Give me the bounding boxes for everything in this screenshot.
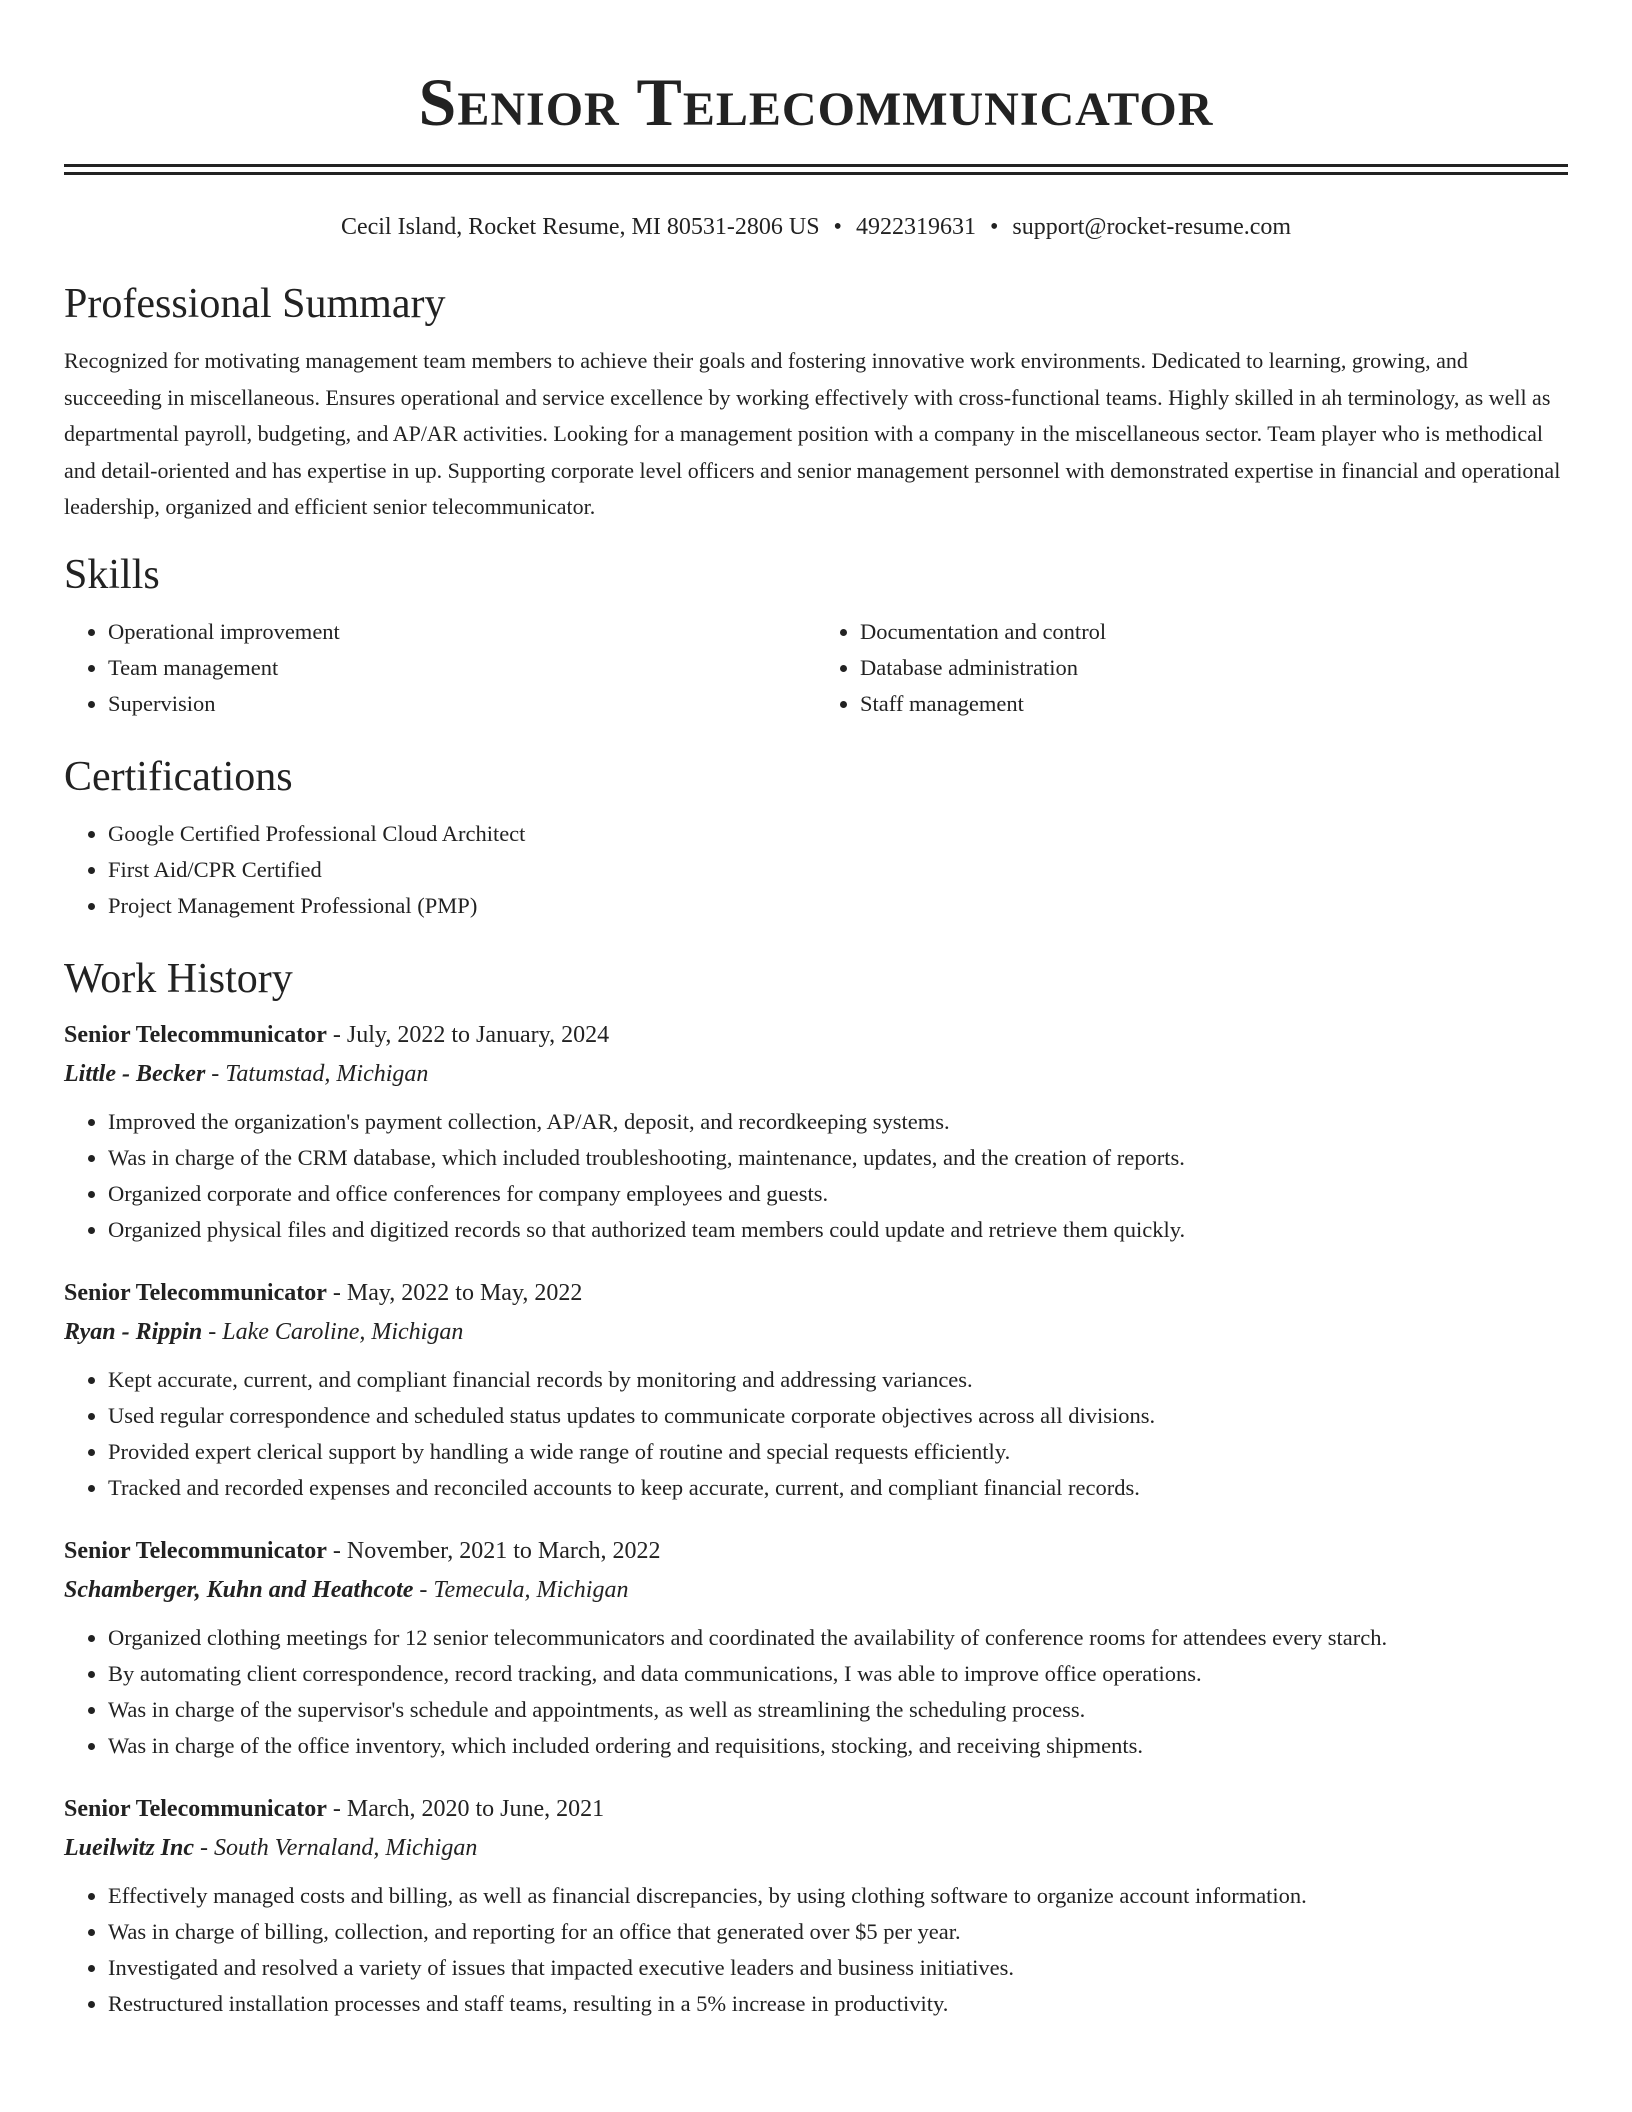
job-company-line	[64, 1312, 1568, 1352]
job-bullet: • Was in charge of the supervisor's schedule and appointments, as well as streamlining the scheduling process.	[108, 1692, 1568, 1728]
job-title-line	[64, 1790, 1568, 1828]
certification-item: • Project Management Professional (PMP)	[108, 888, 1568, 924]
job-bullet: • Effectively managed costs and billing, as well as financial discrepancies, by using clothing software to organize account information.	[108, 1878, 1568, 1914]
job-company: Lueilwitz Inc	[64, 1834, 195, 1861]
job-title: Senior Telecommunicator	[64, 1279, 327, 1306]
summary-heading: Professional Summary	[64, 281, 446, 327]
job-dates: - November, 2021 to March, 2022	[326, 1537, 661, 1564]
job-bullet: • Organized corporate and office conferences for company employees and guests.	[108, 1176, 1568, 1212]
job-title: Senior Telecommunicator	[64, 1537, 327, 1564]
job-bullet: • Provided expert clerical support by handling a wide range of routine and special requests efficiently.	[108, 1434, 1568, 1470]
certifications-list	[64, 816, 1568, 924]
contact-separator: •	[989, 214, 999, 240]
contact-separator: •	[833, 214, 842, 240]
job-entry	[64, 1790, 1568, 2022]
job-bullet: • Was in charge of billing, collection, and reporting for an office that generated over $5 per year.	[108, 1914, 1568, 1950]
job-bullet: • Tracked and recorded expenses and reconciled accounts to keep accurate, current, and compliant financial records.	[108, 1470, 1568, 1506]
resume-title: Senior Telecommunicator	[418, 64, 1214, 140]
job-bullets	[64, 1362, 1568, 1506]
job-entry	[64, 1274, 1568, 1506]
job-bullet: • Used regular correspondence and scheduled status updates to communicate corporate objectives across all divisions.	[108, 1398, 1568, 1434]
job-dates: - July, 2022 to January, 2024	[326, 1021, 610, 1048]
job-bullet: • Improved the organization's payment collection, AP/AR, deposit, and recordkeeping systems.	[108, 1104, 1568, 1140]
job-title: Senior Telecommunicator	[64, 1021, 327, 1048]
job-entry	[64, 1532, 1568, 1764]
job-bullets	[64, 1878, 1568, 2022]
skill-item: • Operational improvement	[108, 614, 816, 650]
job-dates: - May, 2022 to May, 2022	[326, 1279, 583, 1306]
job-bullet: • Restructured installation processes and staff teams, resulting in a 5% increase in productivity.	[108, 1986, 1568, 2022]
skills-heading: Skills	[64, 551, 160, 598]
job-dates: - March, 2020 to June, 2021	[326, 1795, 605, 1822]
certification-item: • Google Certified Professional Cloud Architect	[108, 816, 1568, 852]
contact-email[interactable]: support@rocket-resume.com	[1012, 214, 1292, 240]
skill-item: • Supervision	[108, 686, 816, 722]
title-double-rule	[64, 164, 1568, 175]
skills-list	[64, 614, 1568, 722]
job-location: - Tatumstad, Michigan	[205, 1060, 429, 1087]
job-bullet: • Was in charge of the office inventory, which included ordering and requisitions, stocking, and receiving shipments.	[108, 1728, 1568, 1764]
job-company: Schamberger, Kuhn and Heathcote	[64, 1576, 414, 1603]
job-company: Little - Becker	[64, 1060, 206, 1087]
contact-line	[64, 211, 1568, 243]
job-bullet: • Organized physical files and digitized records so that authorized team members could update and retrieve them quickly.	[108, 1212, 1568, 1248]
job-company-line	[64, 1570, 1568, 1610]
job-title-line	[64, 1016, 1568, 1054]
job-bullet: • Organized clothing meetings for 12 senior telecommunicators and coordinated the availability of conference rooms for attendees every starch.	[108, 1620, 1568, 1656]
contact-phone: 4922319631	[855, 214, 976, 240]
job-title-line	[64, 1532, 1568, 1570]
job-location: - Temecula, Michigan	[413, 1576, 629, 1603]
job-bullet: • Kept accurate, current, and compliant financial records by monitoring and addressing variances.	[108, 1362, 1568, 1398]
summary-text: Recognized for motivating management team members to achieve their goals and fostering innovative work environments. Dedicated to learning, growing, and succeeding in miscellaneous. Ensures operational and service excellence by working effectively with cross-functional teams. Highly skilled in ah terminology, as well as departmental payroll, budgeting, and AP/AR activities. Looking for a management position with a company in the miscellaneous sector. Team player who is methodical and detail-oriented and has expertise in up. Supporting corporate level officers and senior management personnel with demonstrated expertise in financial and operational leadership, organized and efficient senior telecommunicator.	[64, 348, 1561, 519]
work-history-heading: Work History	[64, 955, 293, 1002]
job-location: - South Vernaland, Michigan	[194, 1834, 478, 1861]
skill-item: • Team management	[108, 650, 816, 686]
job-bullet: • Investigated and resolved a variety of issues that impacted executive leaders and business initiatives.	[108, 1950, 1568, 1986]
certification-item: • First Aid/CPR Certified	[108, 852, 1568, 888]
skill-item: • Documentation and control	[860, 614, 1568, 650]
skills-right-column	[816, 614, 1568, 722]
skill-item: • Database administration	[860, 650, 1568, 686]
job-location: - Lake Caroline, Michigan	[202, 1318, 464, 1345]
job-company-line	[64, 1054, 1568, 1094]
skills-left-column	[64, 614, 816, 722]
job-company-line	[64, 1828, 1568, 1868]
certifications-heading: Certifications	[64, 753, 293, 800]
contact-address: Cecil Island, Rocket Resume, MI 80531-2806 US	[340, 214, 820, 240]
skill-item: • Staff management	[860, 686, 1568, 722]
job-entry	[64, 1016, 1568, 1248]
job-bullets	[64, 1620, 1568, 1764]
job-company: Ryan - Rippin	[64, 1318, 203, 1345]
job-title-line	[64, 1274, 1568, 1312]
job-bullet: • By automating client correspondence, record tracking, and data communications, I was able to improve office operations.	[108, 1656, 1568, 1692]
job-bullet: • Was in charge of the CRM database, which included troubleshooting, maintenance, updates, and the creation of reports.	[108, 1140, 1568, 1176]
job-bullets	[64, 1104, 1568, 1248]
job-title: Senior Telecommunicator	[64, 1795, 327, 1822]
